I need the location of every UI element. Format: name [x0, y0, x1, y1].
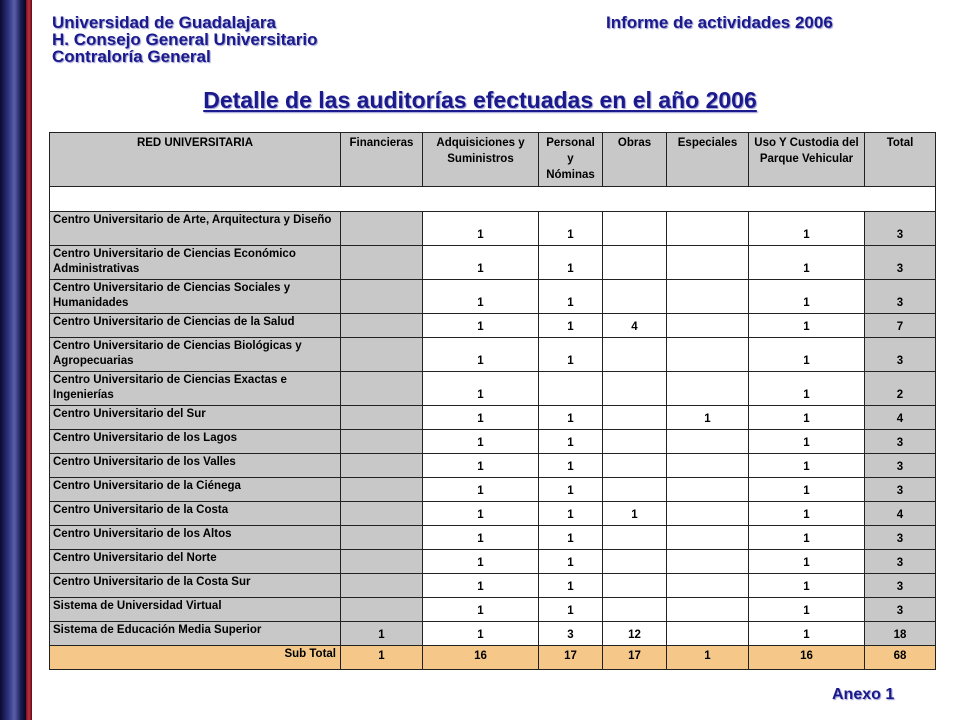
row-name-cell: Centro Universitario de la Ciénega — [50, 478, 341, 502]
header-council: H. Consejo General Universitario — [52, 30, 318, 49]
cell-especiales — [667, 212, 749, 246]
cell-adquisiciones: 1 — [423, 430, 539, 454]
cell-personal: 1 — [539, 280, 603, 314]
column-header: Especiales — [667, 133, 749, 187]
cell-financieras — [341, 526, 423, 550]
row-name-cell: Centro Universitario de la Costa — [50, 502, 341, 526]
cell-obras — [603, 454, 667, 478]
row-name-cell: Centro Universitario de Ciencias Exactas e Ingenierías — [50, 372, 341, 406]
cell-personal: 1 — [539, 550, 603, 574]
cell-personal — [539, 372, 603, 406]
table-row — [50, 406, 936, 430]
cell-adquisiciones: 1 — [423, 502, 539, 526]
column-header: Obras — [603, 133, 667, 187]
cell-personal: 1 — [539, 314, 603, 338]
cell-adquisiciones: 1 — [423, 338, 539, 372]
cell-total: 3 — [865, 550, 936, 574]
cell-financieras — [341, 212, 423, 246]
row-name-cell: Centro Universitario de los Valles — [50, 454, 341, 478]
cell-especiales — [667, 502, 749, 526]
cell-financieras — [341, 430, 423, 454]
cell-personal: 3 — [539, 622, 603, 646]
cell-especiales — [667, 598, 749, 622]
column-header: Adquisiciones y Suministros — [423, 133, 539, 187]
cell-adquisiciones: 1 — [423, 246, 539, 280]
cell-especiales — [667, 550, 749, 574]
cell-personal: 1 — [539, 430, 603, 454]
cell-obras: 1 — [603, 502, 667, 526]
cell-total: 2 — [865, 372, 936, 406]
cell-personal: 1 — [539, 338, 603, 372]
subtotal-obras: 17 — [603, 646, 667, 670]
cell-adquisiciones: 1 — [423, 574, 539, 598]
cell-obras — [603, 526, 667, 550]
table-row — [50, 598, 936, 622]
row-name-cell: Centro Universitario de Ciencias Sociales y Humanidades — [50, 280, 341, 314]
cell-obras — [603, 598, 667, 622]
cell-adquisiciones: 1 — [423, 314, 539, 338]
cell-uso: 1 — [749, 246, 865, 280]
header-university: Universidad de Guadalajara — [52, 13, 276, 32]
cell-especiales — [667, 338, 749, 372]
row-name-cell: Centro Universitario de Ciencias Biológicas y Agropecuarias — [50, 338, 341, 372]
cell-total: 3 — [865, 246, 936, 280]
header-office: Contraloría General — [52, 47, 211, 66]
cell-obras — [603, 212, 667, 246]
cell-total: 3 — [865, 430, 936, 454]
cell-adquisiciones: 1 — [423, 372, 539, 406]
cell-financieras — [341, 338, 423, 372]
cell-uso: 1 — [749, 622, 865, 646]
cell-uso: 1 — [749, 314, 865, 338]
cell-especiales — [667, 246, 749, 280]
column-header: Financieras — [341, 133, 423, 187]
cell-personal: 1 — [539, 478, 603, 502]
subtotal-personal: 17 — [539, 646, 603, 670]
subtotal-uso: 16 — [749, 646, 865, 670]
cell-total: 4 — [865, 406, 936, 430]
audit-table — [49, 132, 936, 670]
cell-uso: 1 — [749, 212, 865, 246]
cell-obras — [603, 430, 667, 454]
cell-especiales — [667, 430, 749, 454]
cell-especiales — [667, 454, 749, 478]
row-name-cell: Centro Universitario de Ciencias Económico Administrativas — [50, 246, 341, 280]
table-row — [50, 622, 936, 646]
cell-uso: 1 — [749, 280, 865, 314]
table-row — [50, 550, 936, 574]
cell-obras — [603, 338, 667, 372]
cell-uso: 1 — [749, 372, 865, 406]
cell-financieras: 1 — [341, 622, 423, 646]
column-header: RED UNIVERSITARIA — [50, 133, 341, 187]
cell-uso: 1 — [749, 454, 865, 478]
annex-label: Anexo 1 — [832, 686, 895, 703]
subtotal-especiales: 1 — [667, 646, 749, 670]
header-report: Informe de actividades 2006 — [606, 13, 833, 32]
table-row — [50, 430, 936, 454]
cell-personal: 1 — [539, 212, 603, 246]
cell-total: 3 — [865, 280, 936, 314]
cell-obras — [603, 246, 667, 280]
cell-obras — [603, 280, 667, 314]
cell-total: 3 — [865, 212, 936, 246]
cell-uso: 1 — [749, 406, 865, 430]
cell-adquisiciones: 1 — [423, 212, 539, 246]
cell-total: 3 — [865, 478, 936, 502]
cell-personal: 1 — [539, 246, 603, 280]
cell-especiales — [667, 622, 749, 646]
cell-personal: 1 — [539, 598, 603, 622]
cell-financieras — [341, 478, 423, 502]
cell-obras — [603, 574, 667, 598]
cell-obras — [603, 550, 667, 574]
cell-uso: 1 — [749, 502, 865, 526]
cell-total: 3 — [865, 574, 936, 598]
subtotal-adquisiciones: 16 — [423, 646, 539, 670]
cell-uso: 1 — [749, 598, 865, 622]
row-name-cell: Centro Universitario del Sur — [50, 406, 341, 430]
row-name-cell: Centro Universitario de los Lagos — [50, 430, 341, 454]
cell-uso: 1 — [749, 550, 865, 574]
cell-adquisiciones: 1 — [423, 478, 539, 502]
cell-obras — [603, 406, 667, 430]
cell-financieras — [341, 454, 423, 478]
row-name-cell: Centro Universitario de Ciencias de la Salud — [50, 314, 341, 338]
cell-especiales — [667, 280, 749, 314]
cell-especiales — [667, 478, 749, 502]
cell-obras: 4 — [603, 314, 667, 338]
subtotal-financieras: 1 — [341, 646, 423, 670]
column-header: Uso Y Custodia del Parque Vehicular — [749, 133, 865, 187]
cell-financieras — [341, 246, 423, 280]
table-row — [50, 478, 936, 502]
cell-personal: 1 — [539, 406, 603, 430]
cell-financieras — [341, 574, 423, 598]
cell-personal: 1 — [539, 526, 603, 550]
cell-total: 18 — [865, 622, 936, 646]
row-name-cell: Centro Universitario de Arte, Arquitectura y Diseño — [50, 212, 341, 246]
cell-obras — [603, 372, 667, 406]
spacer-cell — [50, 187, 936, 212]
row-name-cell: Sistema de Universidad Virtual — [50, 598, 341, 622]
cell-financieras — [341, 406, 423, 430]
cell-financieras — [341, 502, 423, 526]
cell-total: 3 — [865, 338, 936, 372]
cell-uso: 1 — [749, 338, 865, 372]
cell-total: 4 — [865, 502, 936, 526]
cell-financieras — [341, 314, 423, 338]
cell-total: 3 — [865, 598, 936, 622]
table-row — [50, 454, 936, 478]
table-row — [50, 212, 936, 246]
cell-financieras — [341, 550, 423, 574]
table-row — [50, 246, 936, 280]
table-row — [50, 526, 936, 550]
cell-uso: 1 — [749, 526, 865, 550]
cell-adquisiciones: 1 — [423, 406, 539, 430]
row-name-cell: Centro Universitario de la Costa Sur — [50, 574, 341, 598]
cell-obras: 12 — [603, 622, 667, 646]
row-name-cell: Centro Universitario del Norte — [50, 550, 341, 574]
cell-uso: 1 — [749, 574, 865, 598]
table-row — [50, 314, 936, 338]
cell-uso: 1 — [749, 430, 865, 454]
table-row — [50, 574, 936, 598]
table-spacer-row — [50, 187, 936, 212]
cell-adquisiciones: 1 — [423, 598, 539, 622]
table-row — [50, 338, 936, 372]
column-header: Total — [865, 133, 936, 187]
row-name-cell: Sistema de Educación Media Superior — [50, 622, 341, 646]
subtotal-label: Sub Total — [50, 646, 341, 670]
cell-obras — [603, 478, 667, 502]
cell-personal: 1 — [539, 502, 603, 526]
column-header: Personal y Nóminas — [539, 133, 603, 187]
cell-total: 3 — [865, 526, 936, 550]
page-title — [0, 86, 960, 114]
page-title-text: Detalle de las auditorías efectuadas en el año 2006 — [203, 87, 757, 113]
cell-adquisiciones: 1 — [423, 622, 539, 646]
table-row — [50, 502, 936, 526]
cell-financieras — [341, 280, 423, 314]
cell-especiales — [667, 526, 749, 550]
cell-uso: 1 — [749, 478, 865, 502]
cell-total: 3 — [865, 454, 936, 478]
cell-especiales — [667, 372, 749, 406]
subtotal-row — [50, 646, 936, 670]
row-name-cell: Centro Universitario de los Altos — [50, 526, 341, 550]
table-row — [50, 372, 936, 406]
cell-adquisiciones: 1 — [423, 550, 539, 574]
table-header-row — [50, 133, 936, 187]
cell-total: 7 — [865, 314, 936, 338]
cell-especiales: 1 — [667, 406, 749, 430]
cell-adquisiciones: 1 — [423, 280, 539, 314]
cell-especiales — [667, 314, 749, 338]
cell-adquisiciones: 1 — [423, 526, 539, 550]
cell-personal: 1 — [539, 574, 603, 598]
cell-personal: 1 — [539, 454, 603, 478]
subtotal-total: 68 — [865, 646, 936, 670]
cell-especiales — [667, 574, 749, 598]
cell-adquisiciones: 1 — [423, 454, 539, 478]
cell-financieras — [341, 598, 423, 622]
cell-financieras — [341, 372, 423, 406]
table-row — [50, 280, 936, 314]
